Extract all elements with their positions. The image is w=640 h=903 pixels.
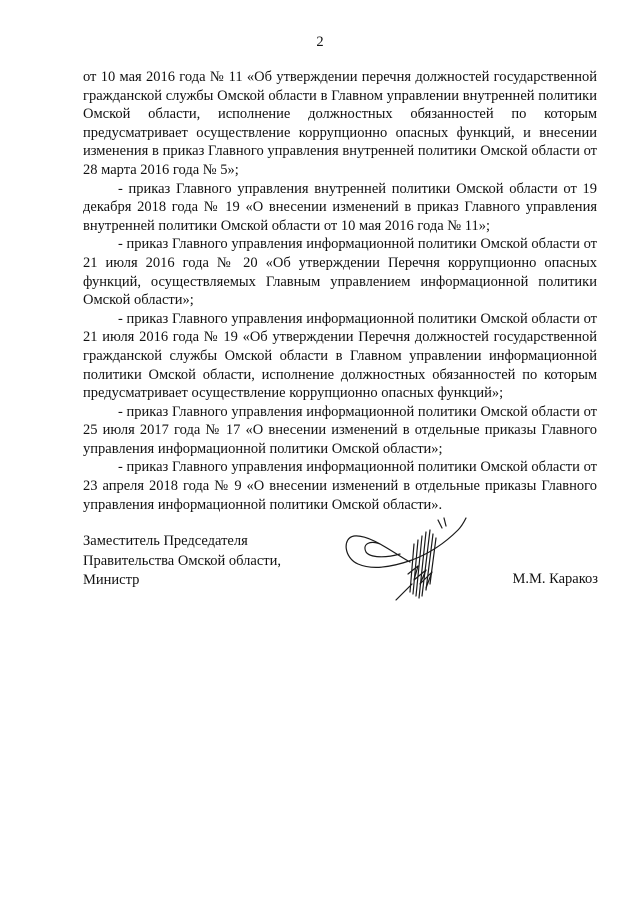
paragraph-order-item: - приказ Главного управления внутренней политики Омской области от 19 декабря 2018 года № 19 «О внесении изменений в приказ Главного управления внутренней политики Омской области от 10 мая 2016 года № 11»; bbox=[83, 180, 597, 234]
signatory-position bbox=[83, 532, 281, 591]
paragraph-continuation: от 10 мая 2016 года № 11 «Об утверждении перечня должностей государственной гражданской службы Омской области в Главном управлении внутренней политики Омской области, исполнение должностных обязанностей по которым предусматривает осуществление коррупционно опасных функций, и внесении изменения в приказ Главного управления внутренней политики Омской области от 28 марта 2016 года № 5»; bbox=[83, 69, 597, 178]
signatory-position-line: Министр bbox=[83, 572, 140, 588]
signatory-name: М.М. Каракоз bbox=[512, 571, 598, 587]
paragraph-order-item: - приказ Главного управления информационной политики Омской области от 21 июля 2016 года № 20 «Об утверждении Перечня коррупционно опасных функций, осуществляемых Главным управлением информационной политики Омской области»; bbox=[83, 236, 597, 309]
page-number: 2 bbox=[316, 34, 324, 50]
signatory-position-line: Заместитель Председателя bbox=[83, 533, 248, 549]
paragraph-order-item: - приказ Главного управления информационной политики Омской области от 21 июля 2016 года № 19 «Об утверждении Перечня должностей государственной гражданской службы Омской области в Главном управлении информационной политики Омской области, исполнение должностных обязанностей по которым предусматривает осуществление коррупционно опасных функций»; bbox=[83, 310, 597, 402]
signatory-position-line: Правительства Омской области, bbox=[83, 552, 281, 569]
paragraph-order-item: - приказ Главного управления информационной политики Омской области от 25 июля 2017 года № 17 «О внесении изменений в отдельные приказы Главного управления информационной политики Омской области»; bbox=[83, 403, 597, 457]
paragraph-order-item: - приказ Главного управления информационной политики Омской области от 23 апреля 2018 года № 9 «О внесении изменений в отдельные приказы Главного управления информационной политики Омской области». bbox=[83, 459, 597, 513]
document-body bbox=[83, 68, 597, 514]
handwritten-signature-icon bbox=[340, 514, 475, 604]
